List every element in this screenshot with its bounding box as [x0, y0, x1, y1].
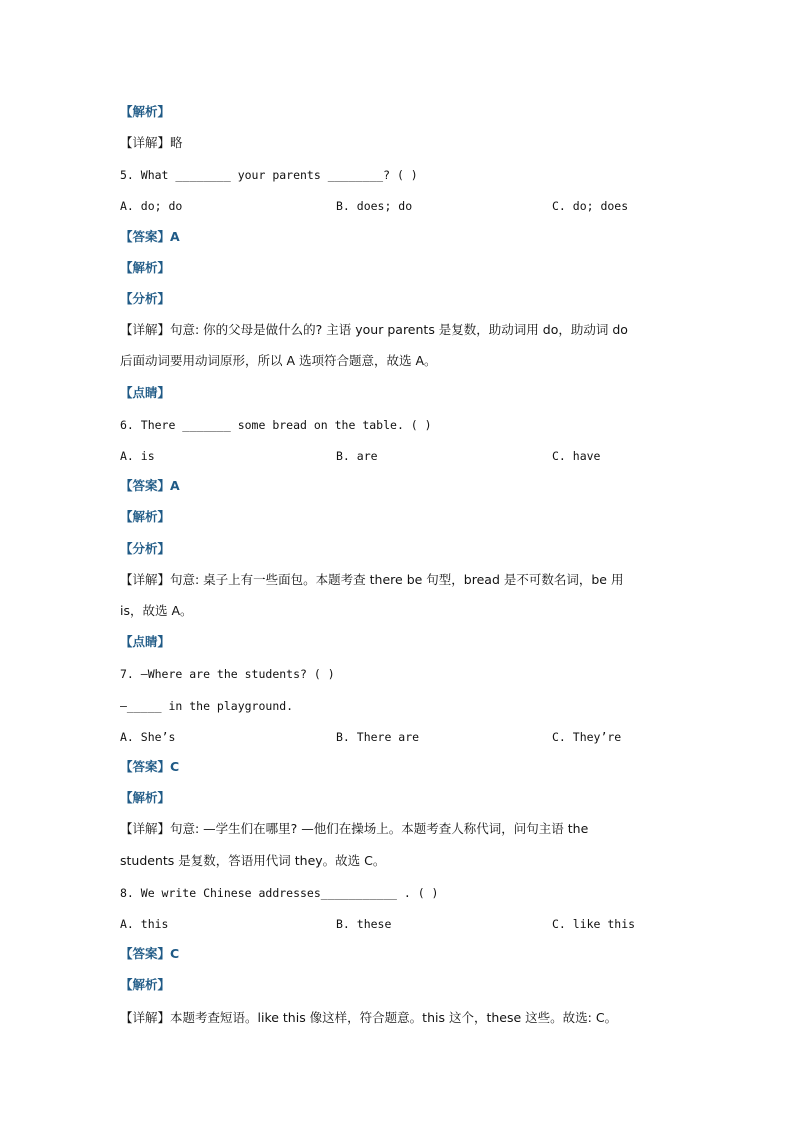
option-b: B. does; do	[336, 199, 413, 213]
question-5-answer: 【答案】A	[120, 229, 180, 244]
option-a: A. is	[120, 449, 155, 463]
question-5-jiexi-label: 【解析】	[120, 260, 171, 275]
section-xiangjie-text: 【详解】略	[120, 135, 183, 150]
question-7-xiangjie-line-2: students 是复数，答语用代词 they。故选 C。	[120, 853, 386, 868]
option-c: C. They’re	[552, 730, 622, 744]
question-6-dianjing-label: 【点睛】	[120, 634, 171, 649]
question-5-fenxi-label: 【分析】	[120, 291, 171, 306]
question-7-stem: 7. —Where are the students? ( )	[120, 667, 335, 681]
option-a: A. do; do	[120, 199, 183, 213]
option-a: A. this	[120, 917, 169, 931]
question-7-jiexi-label: 【解析】	[120, 790, 171, 805]
question-8-jiexi-label: 【解析】	[120, 977, 171, 992]
option-c: C. do; does	[552, 199, 629, 213]
question-7-xiangjie-line-1: 【详解】句意: —学生们在哪里? —他们在操场上。本题考查人称代词，问句主语 the	[120, 821, 589, 836]
question-6-xiangjie-line-2: is，故选 A。	[120, 603, 193, 618]
question-6-xiangjie-line-1: 【详解】句意: 桌子上有一些面包。本题考查 there be 句型，bread 是不可数名词，be 用	[120, 572, 624, 587]
question-8-stem: 8. We write Chinese addresses___________ . ( )	[120, 886, 439, 900]
question-7-stem-reply: —_____ in the playground.	[120, 699, 294, 713]
question-6-jiexi-label: 【解析】	[120, 509, 171, 524]
question-8-xiangjie-text: 【详解】本题考查短语。like this 像这样，符合题意。this 这个，these 这些。故选: C。	[120, 1010, 618, 1025]
option-c: C. have	[552, 449, 601, 463]
option-b: B. are	[336, 449, 378, 463]
question-7-answer: 【答案】C	[120, 759, 180, 774]
question-6-fenxi-label: 【分析】	[120, 541, 171, 556]
question-5-xiangjie-line-1: 【详解】句意: 你的父母是做什么的? 主语 your parents 是复数，助动词用 do，助动词 do	[120, 322, 628, 337]
question-5-dianjing-label: 【点睛】	[120, 385, 171, 400]
section-jiexi-label: 【解析】	[120, 104, 171, 119]
question-6-stem: 6. There _______ some bread on the table. ( )	[120, 418, 432, 432]
question-8-answer: 【答案】C	[120, 946, 180, 961]
question-6-answer: 【答案】A	[120, 478, 180, 493]
option-c: C. like this	[552, 917, 636, 931]
question-5-xiangjie-line-2: 后面动词要用动词原形，所以 A 选项符合题意，故选 A。	[120, 353, 437, 368]
question-5-stem: 5. What ________ your parents ________? ( )	[120, 168, 418, 182]
option-b: B. There are	[336, 730, 420, 744]
option-a: A. She’s	[120, 730, 176, 744]
option-b: B. these	[336, 917, 392, 931]
